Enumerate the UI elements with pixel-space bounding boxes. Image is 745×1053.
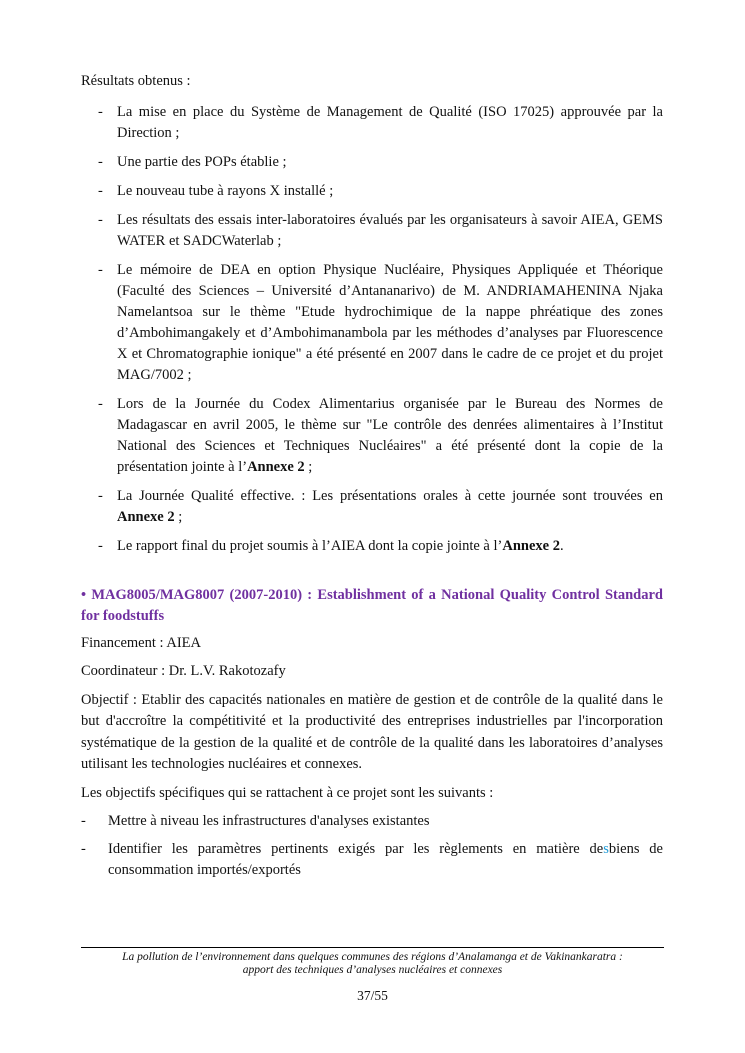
specific-objectives-list [81,811,663,881]
annex-reference: Annexe 2 [117,508,175,525]
page-number: 37/55 [357,988,388,1003]
footer-line-1: La pollution de l’environnement dans quelques communes des régions d’Analamanga et de Vakinankaratra : [122,951,623,963]
list-item-text: La Journée Qualité effective. : Les présentations orales à cette journée sont trouvées en [117,487,663,504]
project-title-text: MAG8005/MAG8007 (2007-2010) : Establishment of a National Quality Control Standard for foodstuffs [81,586,663,624]
project-title [81,585,663,627]
specific-objectives-intro: Les objectifs spécifiques qui se rattachent à ce projet sont les suivants : [81,784,494,801]
highlighted-char: s [603,841,609,857]
dash-marker: - [98,182,103,199]
list-item-text: Le mémoire de DEA en option Physique Nucléaire, Physiques Appliquée et Théorique (Faculté des Sciences – Université d’Antananarivo) de M. ANDRIAMAHENINA Njaka Namelantsoa sur le thème "Etude hydrochimique de la nappe phréatique des zones d’Ambohimangakely et d’Ambohimanambola par les méthodes d’analyses par Fluorescence X et Chromatographie ionique" a été présenté en 2007 dans le cadre de ce projet et du projet MAG/7002 ; [117,261,663,383]
dash-marker: - [81,813,86,829]
document-body [81,71,663,888]
list-item-text: Les résultats des essais inter-laboratoires évalués par les organisateurs à savoir AIEA, GEMS WATER et SADCWaterlab ; [117,211,663,249]
list-item [81,536,663,557]
list-item [81,260,663,386]
funding-line: Financement : AIEA [81,634,202,651]
list-item [81,811,663,832]
list-item [81,102,663,144]
dash-marker: - [98,211,103,228]
list-item-text: Lors de la Journée du Codex Alimentarius organisée par le Bureau des Normes de Madagascar en avril 2005, le thème sur "Le contrôle des denrées alimentaires à l’Institut National des Sciences et Techniques Nucléaires" a été présenté dont la copie de la présentation jointe à l’ [117,395,663,475]
list-item-text-end: biens de consommation importés/exportés [108,841,663,878]
footer-text [81,951,664,977]
footer-line-2: apport des techniques d’analyses nucléaires et connexes [242,964,503,976]
results-list [81,102,663,557]
list-item [81,181,663,202]
dash-marker: - [81,841,86,857]
list-item-text: Une partie des POPs établie ; [117,153,287,170]
list-item [81,839,663,881]
list-item-tail: ; [174,508,183,525]
coordinator-line: Coordinateur : Dr. L.V. Rakotozafy [81,663,286,679]
list-item [81,152,663,173]
annex-reference: Annexe 2 [247,458,305,475]
list-item-tail: ; [304,458,313,475]
list-item [81,210,663,252]
page-footer [81,947,664,1004]
list-item-text: Mettre à niveau les infrastructures d'analyses existantes [108,813,430,829]
list-item-tail: . [559,537,564,554]
results-heading: Résultats obtenus : [81,73,191,89]
dash-marker: - [98,537,103,554]
dash-marker: - [98,261,103,278]
dash-marker: - [98,103,103,120]
list-item-text: Identifier les paramètres pertinents exigés par les règlements en matière de [108,841,604,857]
list-item-text: Le nouveau tube à rayons X installé ; [117,182,334,199]
bullet-icon: • [81,586,87,603]
list-item [81,394,663,478]
dash-marker: - [98,487,103,504]
annex-reference: Annexe 2 [502,537,560,554]
list-item [81,486,663,528]
list-item-text: Le rapport final du projet soumis à l’AIEA dont la copie jointe à l’ [117,537,503,554]
dash-marker: - [98,153,103,170]
objective-paragraph: Objectif : Etablir des capacités nationales en matière de gestion et de contrôle de la qualité dans le but d'accroître la compétitivité et la productivité des entreprises industrielles par l'incorporation systématique de la gestion de la qualité et de contrôle de la qualité dans les laboratoires d’analyses utilisant les technologies nucléaires et connexes. [81,691,663,772]
dash-marker: - [98,395,103,412]
list-item-text: La mise en place du Système de Management de Qualité (ISO 17025) approuvée par la Direction ; [117,103,663,141]
